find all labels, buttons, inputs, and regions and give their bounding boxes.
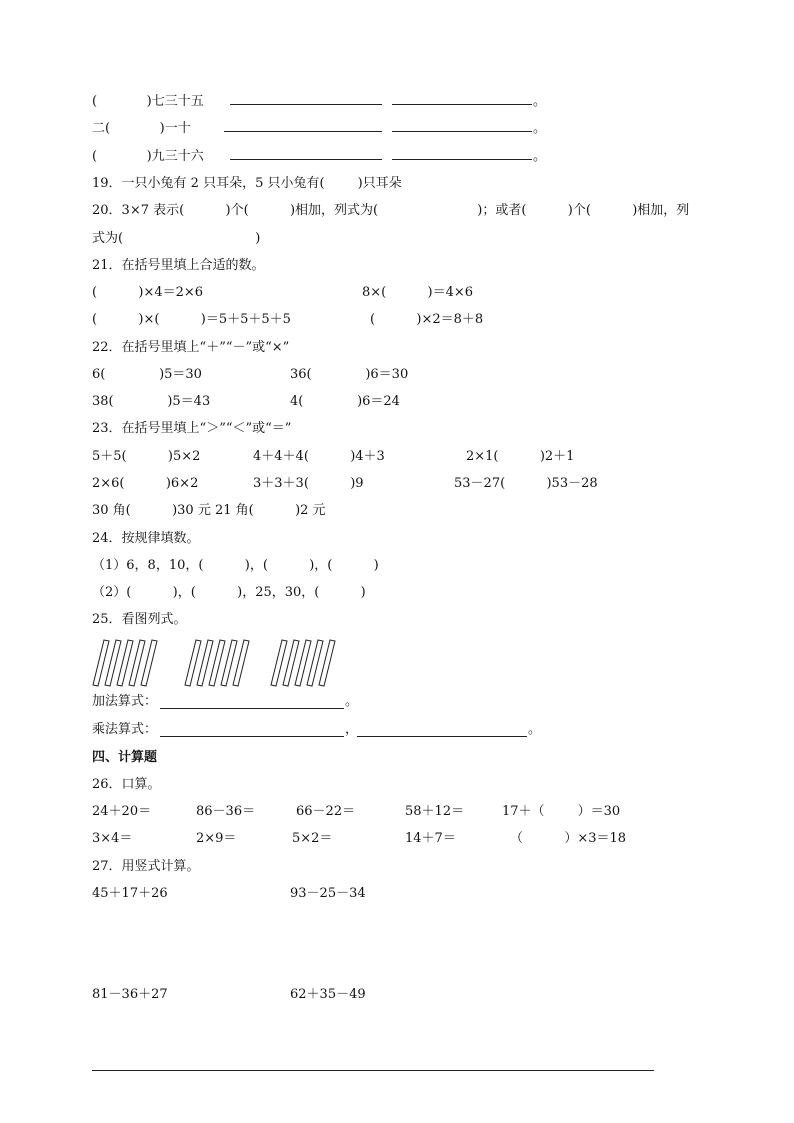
vertical-calc-item: 62＋35－49 <box>290 987 366 1002</box>
period: 。 <box>533 121 547 136</box>
question-21-title: 21．在括号里填上合适的数。 <box>92 258 265 273</box>
q18-row-2-text: 二( )一十 <box>92 121 191 136</box>
q23-item-1: 5＋5( )5×2 <box>92 449 201 464</box>
answer-line[interactable] <box>160 708 344 709</box>
footer-divider <box>92 1070 654 1071</box>
q22-item-2: 36( )6＝30 <box>290 367 409 382</box>
q18-row-1-text: ( )七三十五 <box>92 94 204 109</box>
question-20-line-1: 20．3×7 表示( )个( )相加，列式为( )；或者( )个( )相加，列 <box>92 203 690 218</box>
question-20-line-2: 式为( ) <box>92 231 261 246</box>
question-23-title: 23．在括号里填上“＞”“＜”或“＝” <box>92 421 292 436</box>
oral-calc-item: 5×2＝ <box>292 831 333 846</box>
question-24-title: 24．按规律填数。 <box>92 531 200 546</box>
q21-item-3: ( )×( )＝5＋5＋5＋5 <box>92 312 291 327</box>
q22-item-1: 6( )5＝30 <box>92 367 202 382</box>
q23-item-8: 21 角( )2 元 <box>215 503 326 518</box>
section-heading: 四、计算题 <box>92 750 158 765</box>
comma: ， <box>345 722 359 737</box>
oral-calc-item: 66－22＝ <box>296 804 356 819</box>
q24-sequence-1: （1）6，8，10，( )，( )，( ) <box>92 558 379 573</box>
q23-item-2: 4＋4＋4( )4＋3 <box>253 449 385 464</box>
period: 。 <box>345 694 359 709</box>
oral-calc-item: 58＋12＝ <box>405 804 465 819</box>
question-19: 19．一只小兔有 2 只耳朵，5 只小兔有( )只耳朵 <box>92 176 402 191</box>
question-27-title: 27．用竖式计算。 <box>92 859 200 874</box>
q23-item-5: 3＋3＋3( )9 <box>253 476 364 491</box>
answer-line[interactable] <box>392 131 532 132</box>
oral-calc-item: 86－36＝ <box>196 804 256 819</box>
q18-row-3-text: ( )九三十六 <box>92 149 204 164</box>
q21-item-1: ( )×4＝2×6 <box>92 285 204 300</box>
vertical-calc-item: 45＋17＋26 <box>92 886 168 901</box>
answer-line[interactable] <box>357 736 527 737</box>
oral-calc-item: 17＋（ ）＝30 <box>502 804 621 819</box>
vertical-calc-item: 81－36＋27 <box>92 987 168 1002</box>
period: 。 <box>528 722 542 737</box>
q21-item-4: ( )×2＝8＋8 <box>370 312 484 327</box>
answer-line[interactable] <box>392 104 532 105</box>
q23-item-7: 30 角( )30 元 <box>92 503 211 518</box>
question-22-title: 22．在括号里填上“＋”“－”或“×” <box>92 340 290 355</box>
oral-calc-item: 3×4＝ <box>92 831 133 846</box>
q22-item-4: 4( )6＝24 <box>290 394 400 409</box>
stick-bundle-1 <box>93 640 157 686</box>
vertical-calc-item: 93－25－34 <box>290 886 366 901</box>
answer-line[interactable] <box>224 131 382 132</box>
q22-item-3: 38( )5＝43 <box>92 394 211 409</box>
q23-item-3: 2×1( )2＋1 <box>466 449 575 464</box>
addition-formula-label: 加法算式： <box>92 694 158 709</box>
question-26-title: 26．口算。 <box>92 777 161 792</box>
q24-sequence-2: （2）( )，( )，25，30，( ) <box>92 585 366 600</box>
answer-line[interactable] <box>392 159 532 160</box>
question-25-title: 25．看图列式。 <box>92 612 187 627</box>
q23-item-6: 53－27( )53－28 <box>454 476 598 491</box>
multiplication-formula-label: 乘法算式： <box>92 722 158 737</box>
answer-line[interactable] <box>230 159 382 160</box>
oral-calc-item: 2×9＝ <box>196 831 237 846</box>
answer-line[interactable] <box>160 736 344 737</box>
stick-bundle-2 <box>185 640 249 686</box>
oral-calc-item: 14＋7＝ <box>405 831 456 846</box>
oral-calc-item: 24＋20＝ <box>92 804 152 819</box>
stick-bundles-figure <box>92 638 352 688</box>
q23-item-4: 2×6( )6×2 <box>92 476 199 491</box>
stick-bundle-3 <box>271 640 335 686</box>
period: 。 <box>533 149 547 164</box>
oral-calc-item: （ ）×3＝18 <box>510 831 627 846</box>
period: 。 <box>533 94 547 109</box>
q21-item-2: 8×( )＝4×6 <box>362 285 474 300</box>
answer-line[interactable] <box>230 104 382 105</box>
